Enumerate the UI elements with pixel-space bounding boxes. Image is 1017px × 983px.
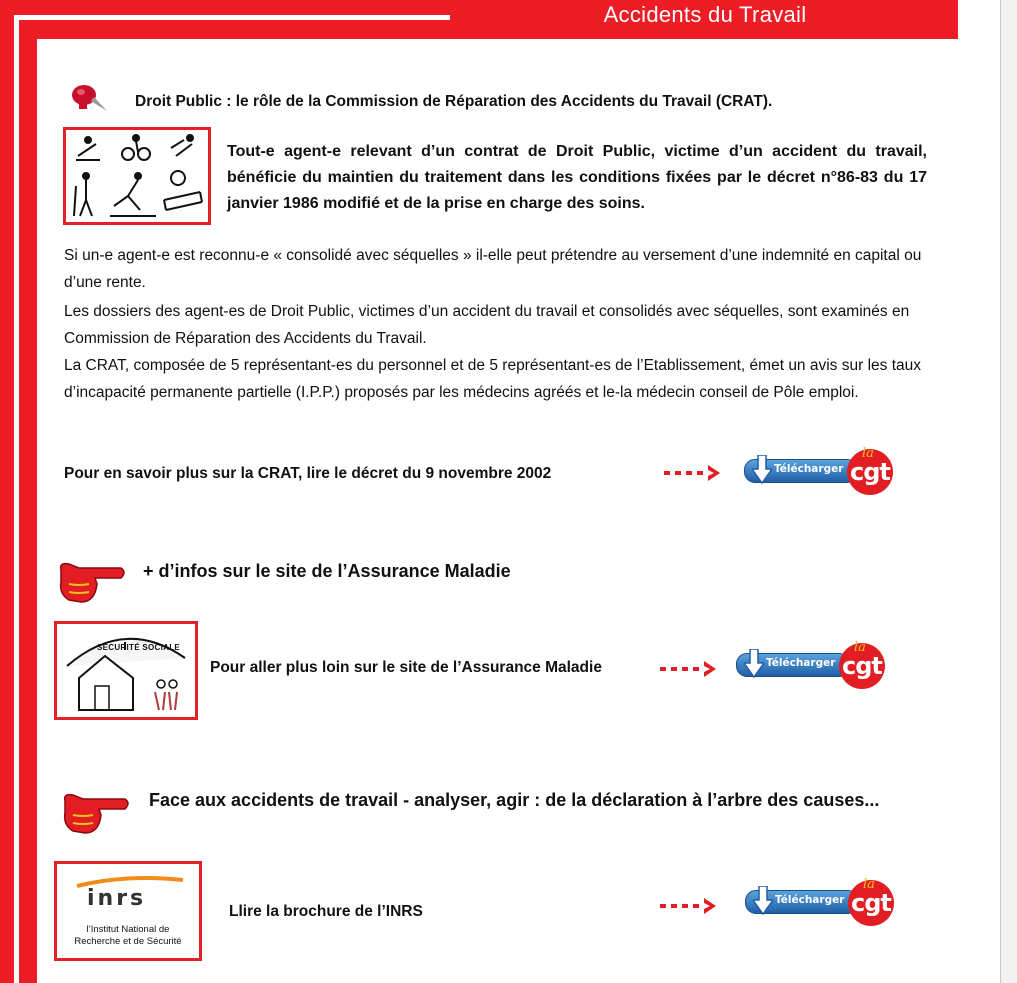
page-title: Accidents du Travail <box>603 2 807 27</box>
download-arrow-icon <box>752 455 772 485</box>
inrs-link-text: Llire la brochure de l’INRS <box>229 903 423 920</box>
crat-paragraph-1: Si un-e agent-e est reconnu-e « consolidé avec séquelles » il-elle peut prétendre au versement d’une indemnité en capital ou d’une rente. <box>64 247 922 291</box>
accident-figures-icon <box>66 130 208 222</box>
download-label: Télécharger <box>775 894 845 906</box>
pointing-hand-icon <box>55 558 127 606</box>
securite-sociale-label: SÉCURITÉ SOCIALE <box>97 643 181 652</box>
cgt-logo-prefix: la <box>862 446 874 461</box>
download-button-inrs[interactable] <box>745 877 895 926</box>
pointing-hand-icon <box>59 789 131 837</box>
cgt-logo-prefix: la <box>863 877 875 892</box>
cgt-logo-text: cgt <box>850 458 890 486</box>
pushpin-icon <box>67 83 111 113</box>
assurance-title: + d’infos sur le site de l’Assurance Maladie <box>143 561 511 581</box>
dotted-arrow-icon <box>660 897 720 915</box>
crat-decree-link-text: Pour en savoir plus sur la CRAT, lire le décret du 9 novembre 2002 <box>64 465 552 482</box>
download-arrow-icon <box>744 649 764 679</box>
inrs-title: Face aux accidents de travail - analyser, agir : de la déclaration à l’arbre des causes... <box>149 790 880 810</box>
frame-stripe <box>14 15 19 983</box>
content-area <box>37 39 958 983</box>
download-button-assurance[interactable] <box>736 640 886 689</box>
download-arrow-icon <box>753 886 773 916</box>
cgt-logo-text: cgt <box>842 652 882 680</box>
crat-paragraph-2: Les dossiers des agent-es de Droit Public, victimes d’un accident du travail et consolidés avec séquelles, sont examinés en Commission de Réparation des Accidents du Travail. <box>64 303 910 347</box>
cgt-logo-prefix: la <box>854 640 866 655</box>
inrs-logo-box <box>54 861 202 961</box>
cgt-logo-text: cgt <box>851 889 891 917</box>
accident-pictograms <box>63 127 211 225</box>
download-label: Télécharger <box>766 657 836 669</box>
download-label: Télécharger <box>774 463 844 475</box>
header-rule <box>14 15 450 20</box>
crat-intro: Tout-e agent-e relevant d’un contrat de Droit Public, victime d’un accident du travail, bénéficie du maintien du traitement dans les conditions fixées par le décret n°86-83 du 17 janvier 1986 modifié et de la prise en charge des soins. <box>227 143 927 212</box>
assurance-link-text: Pour aller plus loin sur le site de l’Assurance Maladie <box>210 659 602 676</box>
dotted-arrow-icon <box>664 464 724 482</box>
crat-heading: Droit Public : le rôle de la Commission de Réparation des Accidents du Travail (CRAT). <box>135 93 773 110</box>
securite-sociale-image <box>54 621 198 720</box>
page-margin <box>1000 0 1017 983</box>
inrs-logo-subtitle: l’Institut National de Recherche et de Sécurité <box>74 924 182 947</box>
inrs-logo-text: inrs <box>87 886 147 911</box>
umbrella-house-icon <box>57 624 195 717</box>
download-button-crat[interactable] <box>744 446 894 495</box>
crat-paragraph-3: La CRAT, composée de 5 représentant-es du personnel et de 5 représentant-es de l’Etablissement, émet un avis sur les taux d’incapacité permanente partielle (I.P.P.) proposés par les médecins agréés et le-la médecin conseil de Pôle emploi. <box>64 357 921 401</box>
dotted-arrow-icon <box>660 660 720 678</box>
